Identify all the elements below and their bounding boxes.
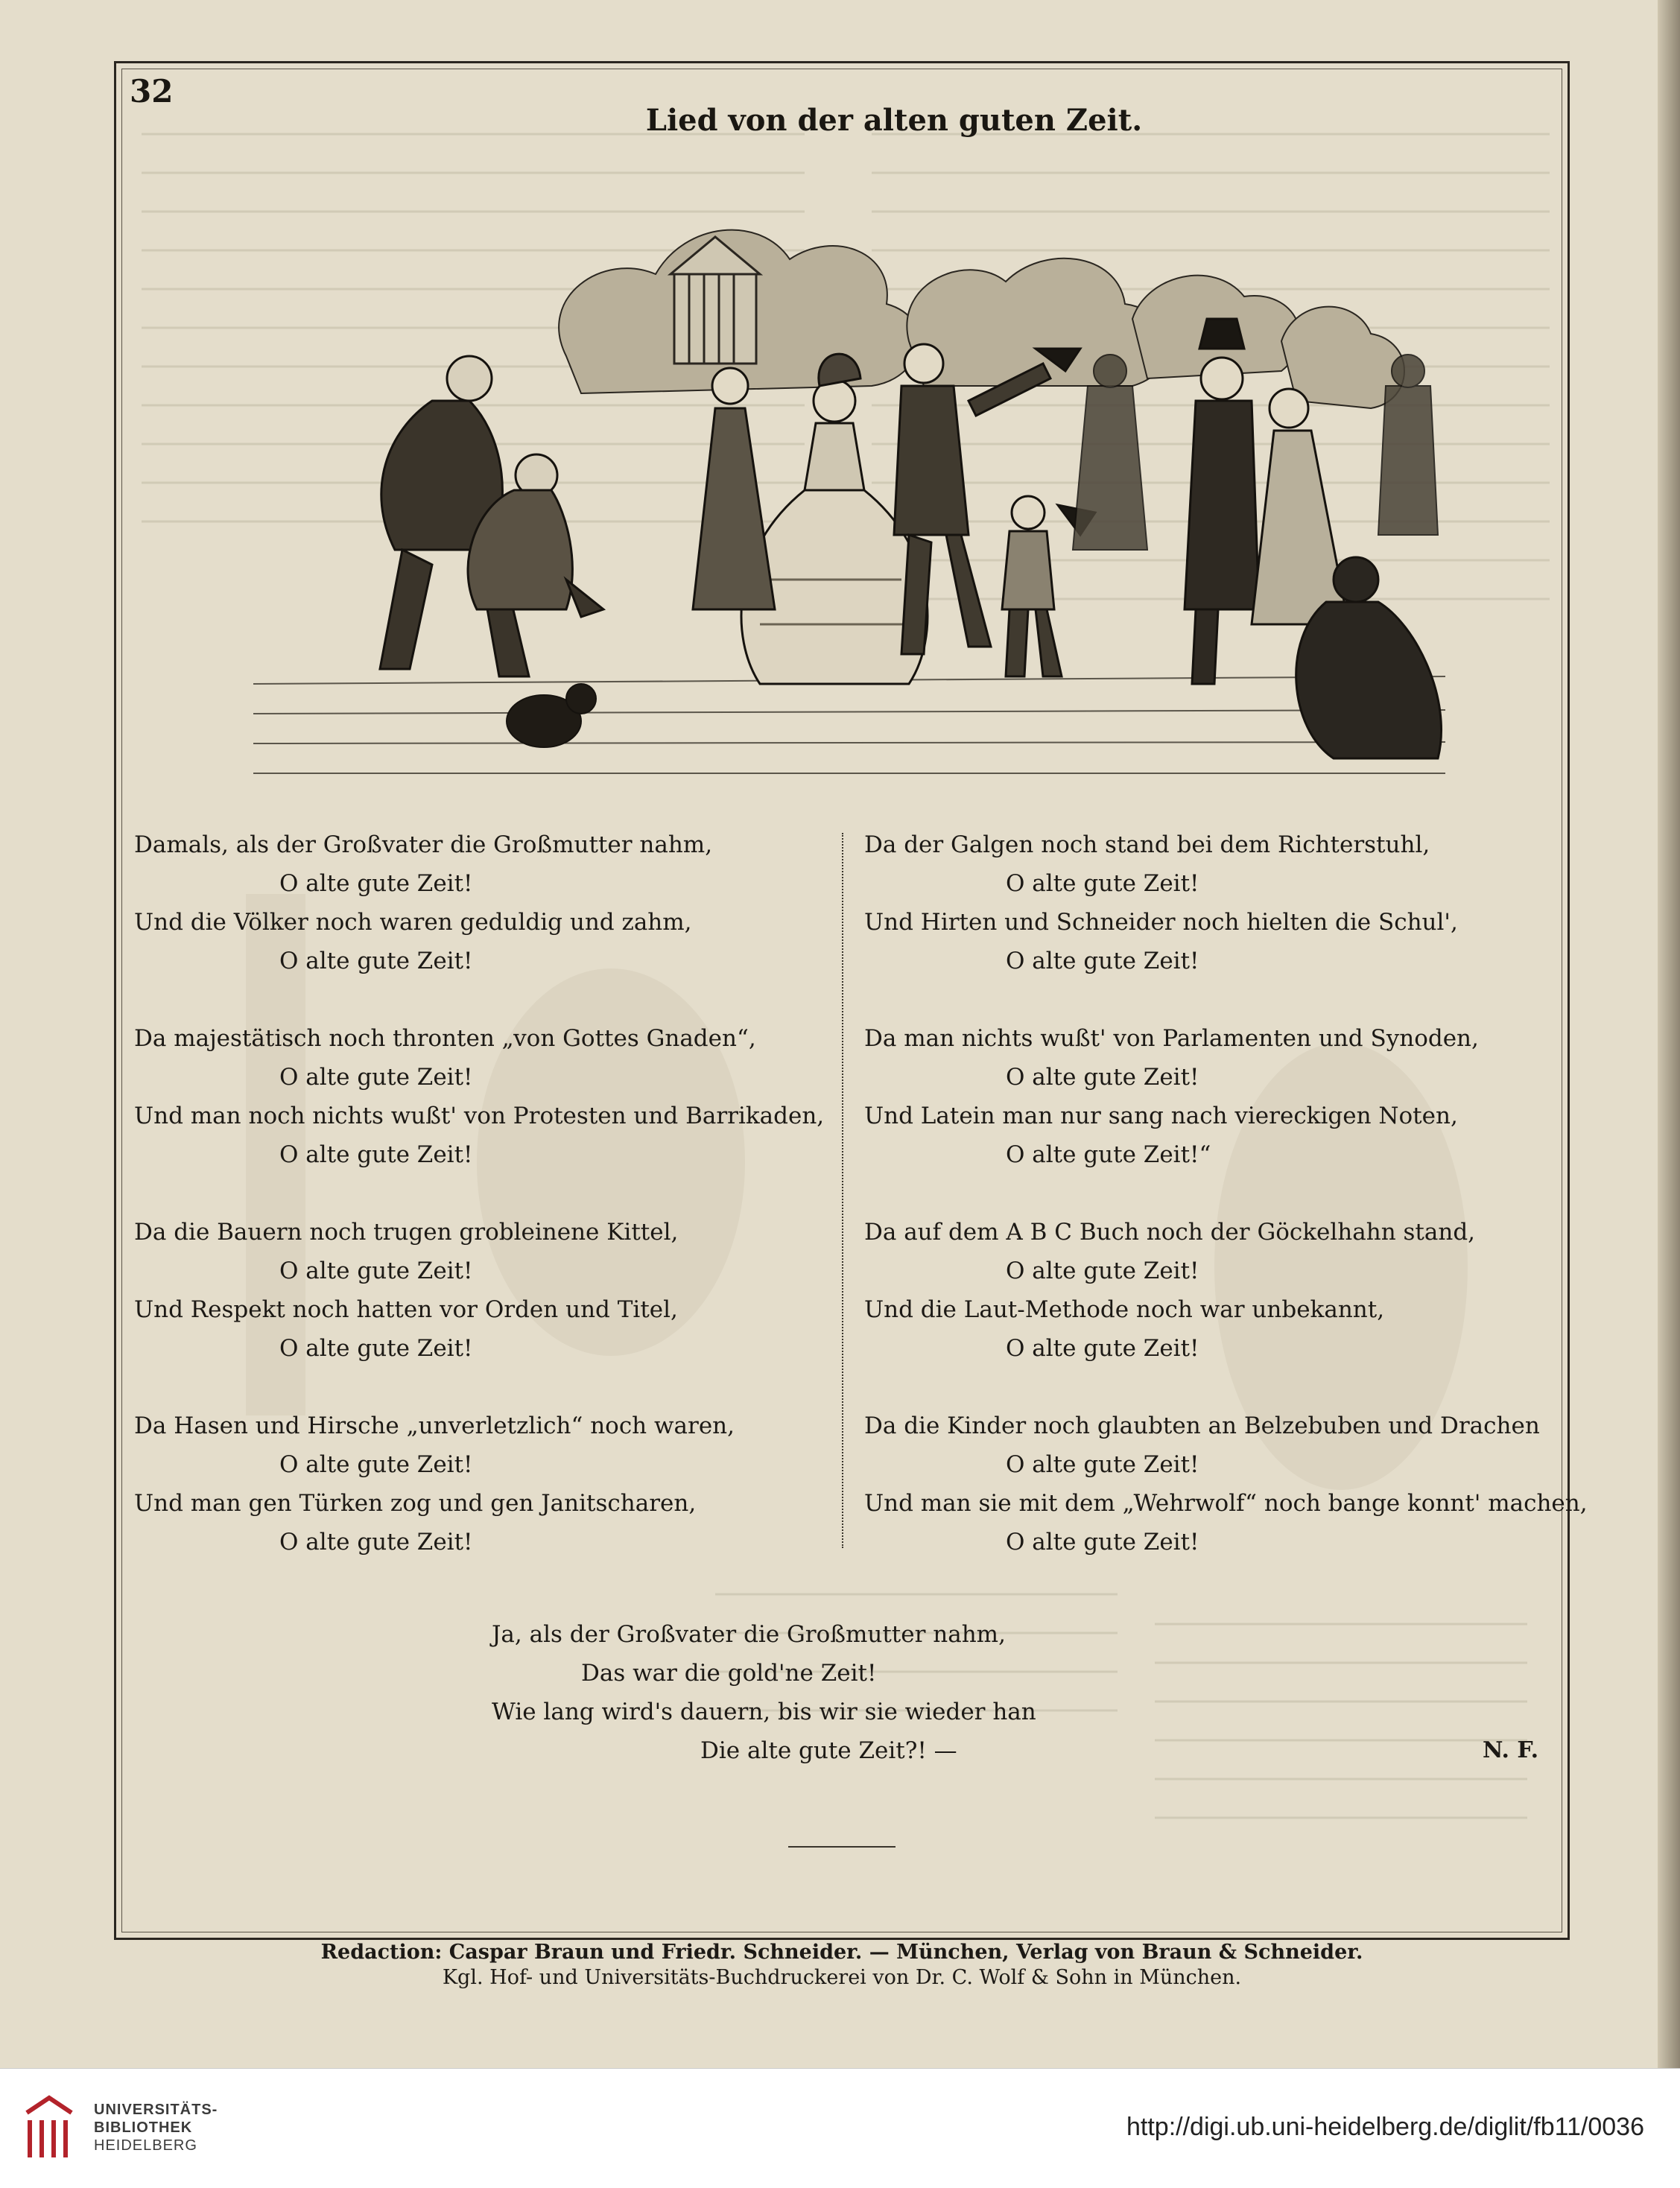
- woodcut-illustration: [253, 162, 1445, 796]
- verse-line: Da majestätisch noch thronten „von Gottes Gnaden“,: [134, 1025, 756, 1052]
- permalink-url[interactable]: http://digi.ub.uni-heidelberg.de/diglit/fb11/0036: [1126, 2113, 1644, 2141]
- refrain-line: O alte gute Zeit!: [279, 1141, 473, 1168]
- verse-line: Und die Laut-Methode noch war unbekannt,: [864, 1296, 1385, 1323]
- refrain-line: O alte gute Zeit!: [279, 1064, 473, 1091]
- refrain-line: O alte gute Zeit!: [1006, 1064, 1199, 1091]
- imprint-line-printer: Kgl. Hof- und Universitäts-Buchdruckerei von Dr. C. Wolf & Sohn in München.: [442, 1966, 1242, 1989]
- stanza-7: [864, 1213, 1579, 1368]
- verse-line: Und man sie mit dem „Wehrwolf“ noch bange konnt' machen,: [864, 1490, 1588, 1517]
- refrain-line: O alte gute Zeit!: [1006, 870, 1199, 897]
- stanza-3: [134, 1213, 849, 1368]
- verse-line: Und Latein man nur sang nach viereckigen Noten,: [864, 1103, 1458, 1129]
- verse-line: Damals, als der Großvater die Großmutter nahm,: [134, 831, 713, 858]
- verse-line: Da Hasen und Hirsche „unverletzlich“ noch waren,: [134, 1412, 735, 1439]
- verse-line: Und Respekt noch hatten vor Orden und Titel,: [134, 1296, 678, 1323]
- library-name-line: HEIDELBERG: [94, 2137, 197, 2154]
- refrain-line: O alte gute Zeit!: [1006, 948, 1199, 974]
- verse-line: Und die Völker noch waren geduldig und zahm,: [134, 909, 692, 936]
- author-signature: N. F.: [1483, 1737, 1539, 1763]
- refrain-line: O alte gute Zeit!: [279, 948, 473, 974]
- refrain-line: O alte gute Zeit!“: [1006, 1141, 1211, 1168]
- refrain-line: O alte gute Zeit!: [1006, 1335, 1199, 1362]
- refrain-line: O alte gute Zeit!: [279, 870, 473, 897]
- refrain-line: O alte gute Zeit!: [1006, 1529, 1199, 1556]
- stanza-8: [864, 1407, 1588, 1561]
- verse-line: Da die Kinder noch glaubten an Belzebuben und Drachen: [864, 1412, 1540, 1439]
- page-number: 32: [130, 73, 174, 110]
- stanza-2: [134, 1019, 849, 1174]
- poem-right-column: [864, 825, 1588, 1600]
- refrain-line: O alte gute Zeit!: [279, 1529, 473, 1556]
- stanza-5: [864, 825, 1579, 980]
- imprint-line-editors: Redaction: Caspar Braun und Friedr. Schneider. — München, Verlag von Braun & Schneider.: [320, 1941, 1363, 1964]
- verse-line: Da man nichts wußt' von Parlamenten und Synoden,: [864, 1025, 1479, 1052]
- verse-line: Und man noch nichts wußt' von Protesten und Barrikaden,: [134, 1103, 825, 1129]
- university-library-logo-icon[interactable]: [19, 2090, 79, 2165]
- final-line: Wie lang wird's dauern, bis wir sie wieder han: [492, 1699, 1036, 1725]
- final-line: Die alte gute Zeit?! —: [700, 1737, 957, 1764]
- refrain-line: O alte gute Zeit!: [279, 1451, 473, 1478]
- verse-line: Da auf dem A B C Buch noch der Göckelhahn stand,: [864, 1219, 1476, 1246]
- library-name: [94, 2101, 218, 2154]
- library-name-line: UNIVERSITÄTS-: [94, 2102, 218, 2118]
- verse-line: Da die Bauern noch trugen grobleinene Kittel,: [134, 1219, 679, 1246]
- stanza-6: [864, 1019, 1579, 1174]
- verse-line: Und Hirten und Schneider noch hielten die Schul',: [864, 909, 1458, 936]
- poem-left-column: [134, 825, 849, 1600]
- refrain-line: O alte gute Zeit!: [279, 1258, 473, 1284]
- verse-line: Und man gen Türken zog und gen Janitscharen,: [134, 1490, 697, 1517]
- final-line: Ja, als der Großvater die Großmutter nahm,: [492, 1621, 1006, 1648]
- stanza-1: [134, 825, 849, 980]
- refrain-line: O alte gute Zeit!: [279, 1335, 473, 1362]
- refrain-line: O alte gute Zeit!: [1006, 1451, 1199, 1478]
- stanza-4: [134, 1407, 849, 1561]
- poem-title: Lied von der alten guten Zeit.: [645, 103, 1143, 138]
- refrain-line: O alte gute Zeit!: [1006, 1258, 1199, 1284]
- final-stanza: [492, 1615, 1162, 1770]
- imprint: [119, 1940, 1565, 1991]
- verse-line: Da der Galgen noch stand bei dem Richterstuhl,: [864, 831, 1430, 858]
- page-edge: [1658, 0, 1680, 2068]
- end-rule: [788, 1846, 896, 1848]
- final-line: Das war die gold'ne Zeit!: [581, 1660, 877, 1687]
- library-name-line: BIBLIOTHEK: [94, 2119, 193, 2136]
